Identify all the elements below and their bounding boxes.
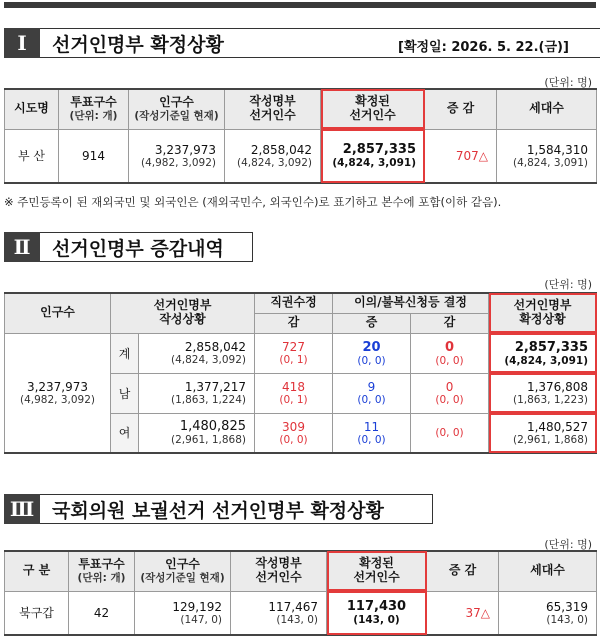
table-row <box>5 333 597 373</box>
top-rule <box>4 2 596 8</box>
section-2-table <box>4 292 597 454</box>
header-final: 선거인명부 확정상황 <box>489 293 597 333</box>
cell-status: 2,858,042 (4,824, 3,092) <box>139 333 255 373</box>
cell-change: 707△ <box>425 129 497 183</box>
header-drafted: 작성명부 선거인수 <box>225 89 321 129</box>
header-confirmed-3: 확정된 선거인수 <box>327 551 427 591</box>
footnote: ※ 주민등록이 된 재외국민 및 외국인은 (재외국민수, 외국인수)로 표기하고 본수에 포함(이하 같음). <box>4 195 502 209</box>
header-population-2: 인구수 <box>5 293 111 333</box>
cell-status: 1,480,825 (2,961, 1,868) <box>139 413 255 453</box>
section-2-number: Ⅱ <box>4 232 40 262</box>
confirm-date: [확정일: 2026. 5. 22.(금)] <box>398 40 569 55</box>
section-1-table <box>4 88 597 184</box>
cell-population-3: 129,192 (147, 0) <box>135 591 231 635</box>
cell-households: 1,584,310 (4,824, 3,091) <box>497 129 597 183</box>
cell-drafted-3: 117,467 (143, 0) <box>231 591 327 635</box>
cell-ex-officio: 727 (0, 1) <box>255 333 333 373</box>
header-change: 증 감 <box>425 89 497 129</box>
cell-region: 부 산 <box>5 129 59 183</box>
section-3-table <box>4 550 597 636</box>
section-3-title: 국회의원 보궐선거 선거인명부 확정상황 <box>40 494 433 524</box>
cell-increase: 20 (0, 0) <box>333 333 411 373</box>
header-status: 선거인명부 작성상황 <box>111 293 255 333</box>
header-population-3: 인구수 (작성기준일 현재) <box>135 551 231 591</box>
header-confirmed: 확정된 선거인수 <box>321 89 425 129</box>
cell-ex-officio: 309 (0, 0) <box>255 413 333 453</box>
cell-status: 1,377,217 (1,863, 1,224) <box>139 373 255 413</box>
cell-confirmed-3: 117,430 (143, 0) <box>327 591 427 635</box>
cell-population-2: 3,237,973 (4,982, 3,092) <box>5 333 111 453</box>
section-3-header <box>4 494 433 524</box>
header-ex-officio: 직권수정 <box>255 293 333 313</box>
cell-districts-3: 42 <box>69 591 135 635</box>
header-households-3: 세대수 <box>499 551 597 591</box>
cell-ex-officio: 418 (0, 1) <box>255 373 333 413</box>
cell-final: 1,480,527 (2,961, 1,868) <box>489 413 597 453</box>
row-label: 계 <box>111 333 139 373</box>
cell-districts: 914 <box>59 129 129 183</box>
section-3-unit: (단위: 명) <box>544 538 592 551</box>
cell-increase: 11 (0, 0) <box>333 413 411 453</box>
section-2-unit: (단위: 명) <box>544 278 592 291</box>
row-label: 남 <box>111 373 139 413</box>
cell-confirmed: 2,857,335 (4,824, 3,091) <box>321 129 425 183</box>
section-2-title: 선거인명부 증감내역 <box>40 232 253 262</box>
cell-final: 1,376,808 (1,863, 1,223) <box>489 373 597 413</box>
cell-drafted: 2,858,042 (4,824, 3,092) <box>225 129 321 183</box>
cell-final: 2,857,335 (4,824, 3,091) <box>489 333 597 373</box>
header-change-3: 증 감 <box>427 551 499 591</box>
cell-decrease: 0 (0, 0) <box>411 373 489 413</box>
header-decrease: 감 <box>411 313 489 333</box>
header-objection: 이의/불복신청등 결정 <box>333 293 489 313</box>
cell-change-3: 37△ <box>427 591 499 635</box>
row-label: 여 <box>111 413 139 453</box>
header-districts-3: 투표구수 (단위: 개) <box>69 551 135 591</box>
cell-households-3: 65,319 (143, 0) <box>499 591 597 635</box>
section-3-number: Ⅲ <box>4 494 40 524</box>
header-population: 인구수 (작성기준일 현재) <box>129 89 225 129</box>
cell-increase: 9 (0, 0) <box>333 373 411 413</box>
section-2-header <box>4 232 253 262</box>
cell-population: 3,237,973 (4,982, 3,092) <box>129 129 225 183</box>
header-districts: 투표구수 (단위: 개) <box>59 89 129 129</box>
section-1-number: Ⅰ <box>4 28 40 58</box>
header-ex-decrease: 감 <box>255 313 333 333</box>
header-increase: 증 <box>333 313 411 333</box>
table-row <box>5 129 597 183</box>
header-drafted-3: 작성명부 선거인수 <box>231 551 327 591</box>
cell-decrease: (0, 0) <box>411 413 489 453</box>
section-1-title: 선거인명부 확정상황 <box>40 28 600 58</box>
header-region: 시도명 <box>5 89 59 129</box>
cell-division: 북구갑 <box>5 591 69 635</box>
header-households: 세대수 <box>497 89 597 129</box>
table-row <box>5 591 597 635</box>
section-1-unit: (단위: 명) <box>544 76 592 89</box>
header-division: 구 분 <box>5 551 69 591</box>
cell-decrease: 0 (0, 0) <box>411 333 489 373</box>
